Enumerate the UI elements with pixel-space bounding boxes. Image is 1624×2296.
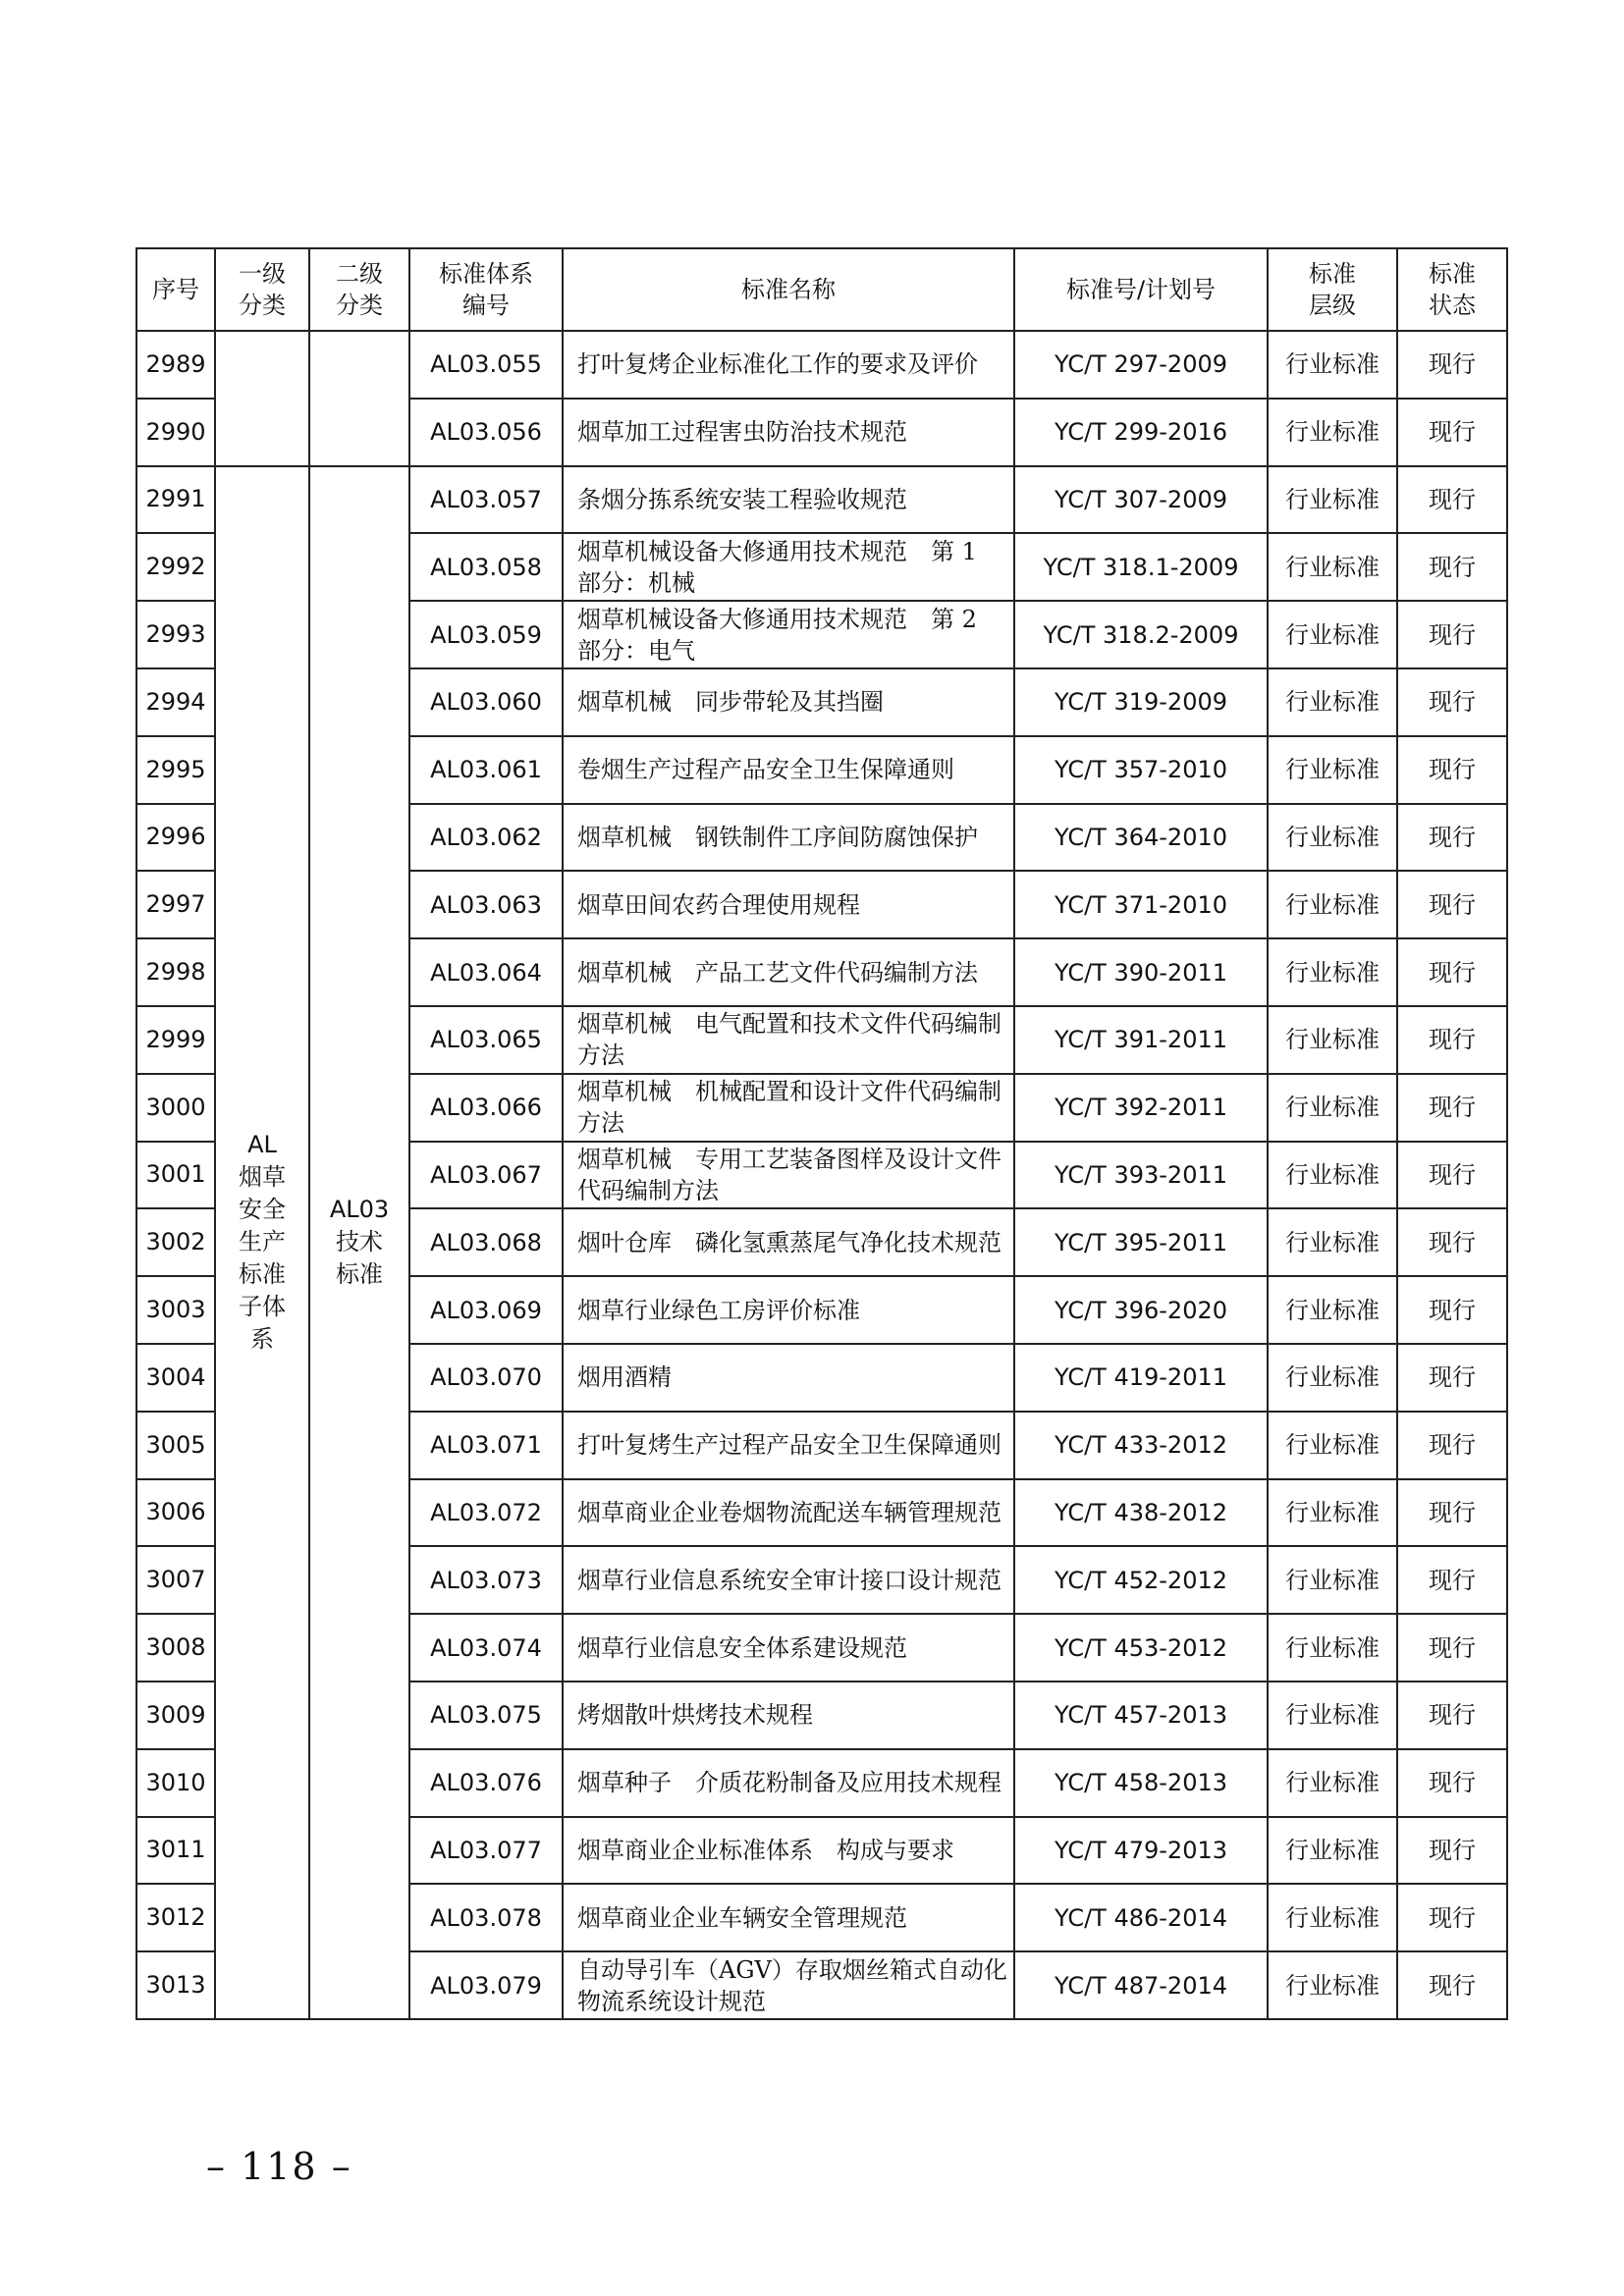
cell-name: 烟草机械 产品工艺文件代码编制方法 <box>563 938 1014 1006</box>
cell-code: AL03.068 <box>409 1208 563 1276</box>
cell-status: 现行 <box>1397 1412 1507 1479</box>
header-name: 标准名称 <box>563 248 1014 331</box>
cell-tier: 行业标准 <box>1268 1682 1397 1749</box>
cell-status: 现行 <box>1397 1208 1507 1276</box>
cell-number: YC/T 390-2011 <box>1014 938 1268 1006</box>
cell-seq: 3010 <box>136 1749 215 1817</box>
header-tier: 标准 层级 <box>1268 248 1397 331</box>
cell-tier: 行业标准 <box>1268 601 1397 668</box>
cell-status: 现行 <box>1397 1546 1507 1614</box>
header-row <box>136 248 1507 331</box>
header-seq: 序号 <box>136 248 215 331</box>
cell-seq: 3000 <box>136 1074 215 1142</box>
cell-code: AL03.070 <box>409 1344 563 1412</box>
header-status: 标准 状态 <box>1397 248 1507 331</box>
header-code: 标准体系 编号 <box>409 248 563 331</box>
cell-tier: 行业标准 <box>1268 399 1397 466</box>
cell-code: AL03.057 <box>409 466 563 534</box>
cell-seq: 2996 <box>136 804 215 872</box>
cell-name: 烟用酒精 <box>563 1344 1014 1412</box>
cell-tier: 行业标准 <box>1268 1479 1397 1547</box>
cell-status: 现行 <box>1397 736 1507 804</box>
cell-name: 烟草商业企业标准体系 构成与要求 <box>563 1817 1014 1885</box>
cell-code: AL03.069 <box>409 1276 563 1344</box>
cell-status: 现行 <box>1397 1614 1507 1682</box>
cell-tier: 行业标准 <box>1268 1884 1397 1951</box>
cell-seq: 3007 <box>136 1546 215 1614</box>
cell-seq: 3003 <box>136 1276 215 1344</box>
cell-status: 现行 <box>1397 668 1507 736</box>
cell-name: 烟草商业企业车辆安全管理规范 <box>563 1884 1014 1951</box>
cell-name: 烟草行业绿色工房评价标准 <box>563 1276 1014 1344</box>
cell-tier: 行业标准 <box>1268 1276 1397 1344</box>
cell-code: AL03.079 <box>409 1951 563 2019</box>
cell-number: YC/T 307-2009 <box>1014 466 1268 534</box>
cell-code: AL03.063 <box>409 871 563 938</box>
cell-name: 烟草机械设备大修通用技术规范 第 2 部分：电气 <box>563 601 1014 668</box>
cell-name: 烟草机械 专用工艺装备图样及设计文件代码编制方法 <box>563 1142 1014 1209</box>
cell-seq: 3013 <box>136 1951 215 2019</box>
cell-tier: 行业标准 <box>1268 1817 1397 1885</box>
cell-code: AL03.076 <box>409 1749 563 1817</box>
cell-name: 打叶复烤企业标准化工作的要求及评价 <box>563 331 1014 399</box>
cell-tier: 行业标准 <box>1268 1412 1397 1479</box>
cell-number: YC/T 419-2011 <box>1014 1344 1268 1412</box>
cell-seq: 2989 <box>136 331 215 399</box>
cell-number: YC/T 357-2010 <box>1014 736 1268 804</box>
cell-number: YC/T 479-2013 <box>1014 1817 1268 1885</box>
cell-code: AL03.078 <box>409 1884 563 1951</box>
cell-tier: 行业标准 <box>1268 1546 1397 1614</box>
cell-number: YC/T 364-2010 <box>1014 804 1268 872</box>
cell-status: 现行 <box>1397 1074 1507 1142</box>
cell-seq: 2993 <box>136 601 215 668</box>
cell-seq: 2999 <box>136 1006 215 1074</box>
cell-number: YC/T 458-2013 <box>1014 1749 1268 1817</box>
cell-seq: 3005 <box>136 1412 215 1479</box>
cell-seq: 3004 <box>136 1344 215 1412</box>
cell-number: YC/T 319-2009 <box>1014 668 1268 736</box>
cell-number: YC/T 453-2012 <box>1014 1614 1268 1682</box>
cell-seq: 3012 <box>136 1884 215 1951</box>
cell-number: YC/T 438-2012 <box>1014 1479 1268 1547</box>
cell-tier: 行业标准 <box>1268 1951 1397 2019</box>
standards-table <box>135 247 1508 2020</box>
cell-code: AL03.071 <box>409 1412 563 1479</box>
cell-name: 条烟分拣系统安装工程验收规范 <box>563 466 1014 534</box>
cell-status: 现行 <box>1397 1479 1507 1547</box>
cell-number: YC/T 297-2009 <box>1014 331 1268 399</box>
cell-status: 现行 <box>1397 1682 1507 1749</box>
cell-status: 现行 <box>1397 601 1507 668</box>
cell-seq: 3008 <box>136 1614 215 1682</box>
cell-number: YC/T 452-2012 <box>1014 1546 1268 1614</box>
cell-seq: 2997 <box>136 871 215 938</box>
cell-code: AL03.067 <box>409 1142 563 1209</box>
cell-level1-category: AL 烟草 安全 生产 标准 子体 系 <box>215 466 309 2019</box>
cell-code: AL03.062 <box>409 804 563 872</box>
cell-tier: 行业标准 <box>1268 466 1397 534</box>
cell-status: 现行 <box>1397 1951 1507 2019</box>
cell-number: YC/T 371-2010 <box>1014 871 1268 938</box>
cell-code: AL03.075 <box>409 1682 563 1749</box>
cell-number: YC/T 318.1-2009 <box>1014 533 1268 601</box>
cell-number: YC/T 457-2013 <box>1014 1682 1268 1749</box>
cell-tier: 行业标准 <box>1268 804 1397 872</box>
cell-code: AL03.059 <box>409 601 563 668</box>
cell-number: YC/T 392-2011 <box>1014 1074 1268 1142</box>
cell-status: 现行 <box>1397 871 1507 938</box>
cell-seq: 2994 <box>136 668 215 736</box>
cell-level1-empty <box>215 331 309 466</box>
cell-number: YC/T 395-2011 <box>1014 1208 1268 1276</box>
cell-status: 现行 <box>1397 1006 1507 1074</box>
cell-tier: 行业标准 <box>1268 1208 1397 1276</box>
cell-tier: 行业标准 <box>1268 1142 1397 1209</box>
cell-tier: 行业标准 <box>1268 871 1397 938</box>
cell-status: 现行 <box>1397 1749 1507 1817</box>
cell-seq: 2990 <box>136 399 215 466</box>
cell-code: AL03.060 <box>409 668 563 736</box>
cell-name: 烟草机械设备大修通用技术规范 第 1 部分：机械 <box>563 533 1014 601</box>
cell-name: 烟草机械 机械配置和设计文件代码编制方法 <box>563 1074 1014 1142</box>
cell-name: 烟草种子 介质花粉制备及应用技术规程 <box>563 1749 1014 1817</box>
cell-tier: 行业标准 <box>1268 1074 1397 1142</box>
cell-number: YC/T 396-2020 <box>1014 1276 1268 1344</box>
cell-seq: 2992 <box>136 533 215 601</box>
cell-number: YC/T 486-2014 <box>1014 1884 1268 1951</box>
cell-name: 烤烟散叶烘烤技术规程 <box>563 1682 1014 1749</box>
cell-number: YC/T 299-2016 <box>1014 399 1268 466</box>
cell-seq: 3006 <box>136 1479 215 1547</box>
cell-code: AL03.061 <box>409 736 563 804</box>
cell-tier: 行业标准 <box>1268 668 1397 736</box>
cell-name: 烟叶仓库 磷化氢熏蒸尾气净化技术规范 <box>563 1208 1014 1276</box>
cell-name: 烟草机械 电气配置和技术文件代码编制方法 <box>563 1006 1014 1074</box>
cell-seq: 3002 <box>136 1208 215 1276</box>
cell-number: YC/T 318.2-2009 <box>1014 601 1268 668</box>
cell-level2-empty <box>309 331 409 466</box>
table-row <box>136 331 1507 399</box>
cell-name: 烟草机械 钢铁制件工序间防腐蚀保护 <box>563 804 1014 872</box>
cell-code: AL03.074 <box>409 1614 563 1682</box>
cell-status: 现行 <box>1397 1142 1507 1209</box>
cell-number: YC/T 433-2012 <box>1014 1412 1268 1479</box>
cell-code: AL03.065 <box>409 1006 563 1074</box>
cell-code: AL03.056 <box>409 399 563 466</box>
cell-code: AL03.072 <box>409 1479 563 1547</box>
cell-code: AL03.073 <box>409 1546 563 1614</box>
cell-tier: 行业标准 <box>1268 1006 1397 1074</box>
cell-name: 烟草田间农药合理使用规程 <box>563 871 1014 938</box>
cell-status: 现行 <box>1397 331 1507 399</box>
cell-status: 现行 <box>1397 804 1507 872</box>
cell-code: AL03.066 <box>409 1074 563 1142</box>
cell-tier: 行业标准 <box>1268 1614 1397 1682</box>
cell-seq: 2995 <box>136 736 215 804</box>
cell-tier: 行业标准 <box>1268 736 1397 804</box>
cell-name: 烟草行业信息系统安全审计接口设计规范 <box>563 1546 1014 1614</box>
cell-seq: 2991 <box>136 466 215 534</box>
cell-name: 卷烟生产过程产品安全卫生保障通则 <box>563 736 1014 804</box>
cell-seq: 3011 <box>136 1817 215 1885</box>
cell-seq: 3001 <box>136 1142 215 1209</box>
cell-status: 现行 <box>1397 1884 1507 1951</box>
cell-number: YC/T 487-2014 <box>1014 1951 1268 2019</box>
cell-seq: 2998 <box>136 938 215 1006</box>
cell-number: YC/T 393-2011 <box>1014 1142 1268 1209</box>
cell-seq: 3009 <box>136 1682 215 1749</box>
cell-status: 现行 <box>1397 1817 1507 1885</box>
header-level1: 一级 分类 <box>215 248 309 331</box>
cell-status: 现行 <box>1397 1276 1507 1344</box>
cell-name: 烟草商业企业卷烟物流配送车辆管理规范 <box>563 1479 1014 1547</box>
cell-code: AL03.058 <box>409 533 563 601</box>
header-number: 标准号/计划号 <box>1014 248 1268 331</box>
cell-code: AL03.055 <box>409 331 563 399</box>
cell-name: 自动导引车（AGV）存取烟丝箱式自动化物流系统设计规范 <box>563 1951 1014 2019</box>
header-level2: 二级 分类 <box>309 248 409 331</box>
cell-tier: 行业标准 <box>1268 1749 1397 1817</box>
cell-tier: 行业标准 <box>1268 1344 1397 1412</box>
cell-number: YC/T 391-2011 <box>1014 1006 1268 1074</box>
cell-name: 烟草行业信息安全体系建设规范 <box>563 1614 1014 1682</box>
cell-code: AL03.064 <box>409 938 563 1006</box>
cell-status: 现行 <box>1397 938 1507 1006</box>
cell-name: 烟草机械 同步带轮及其挡圈 <box>563 668 1014 736</box>
cell-level2-category: AL03 技术 标准 <box>309 466 409 2019</box>
cell-status: 现行 <box>1397 399 1507 466</box>
cell-status: 现行 <box>1397 533 1507 601</box>
page-number: – 118 – <box>206 2145 352 2188</box>
cell-code: AL03.077 <box>409 1817 563 1885</box>
cell-name: 烟草加工过程害虫防治技术规范 <box>563 399 1014 466</box>
cell-tier: 行业标准 <box>1268 331 1397 399</box>
cell-status: 现行 <box>1397 1344 1507 1412</box>
cell-tier: 行业标准 <box>1268 533 1397 601</box>
cell-tier: 行业标准 <box>1268 938 1397 1006</box>
cell-name: 打叶复烤生产过程产品安全卫生保障通则 <box>563 1412 1014 1479</box>
table-body <box>136 331 1507 2019</box>
table-row <box>136 466 1507 534</box>
cell-status: 现行 <box>1397 466 1507 534</box>
